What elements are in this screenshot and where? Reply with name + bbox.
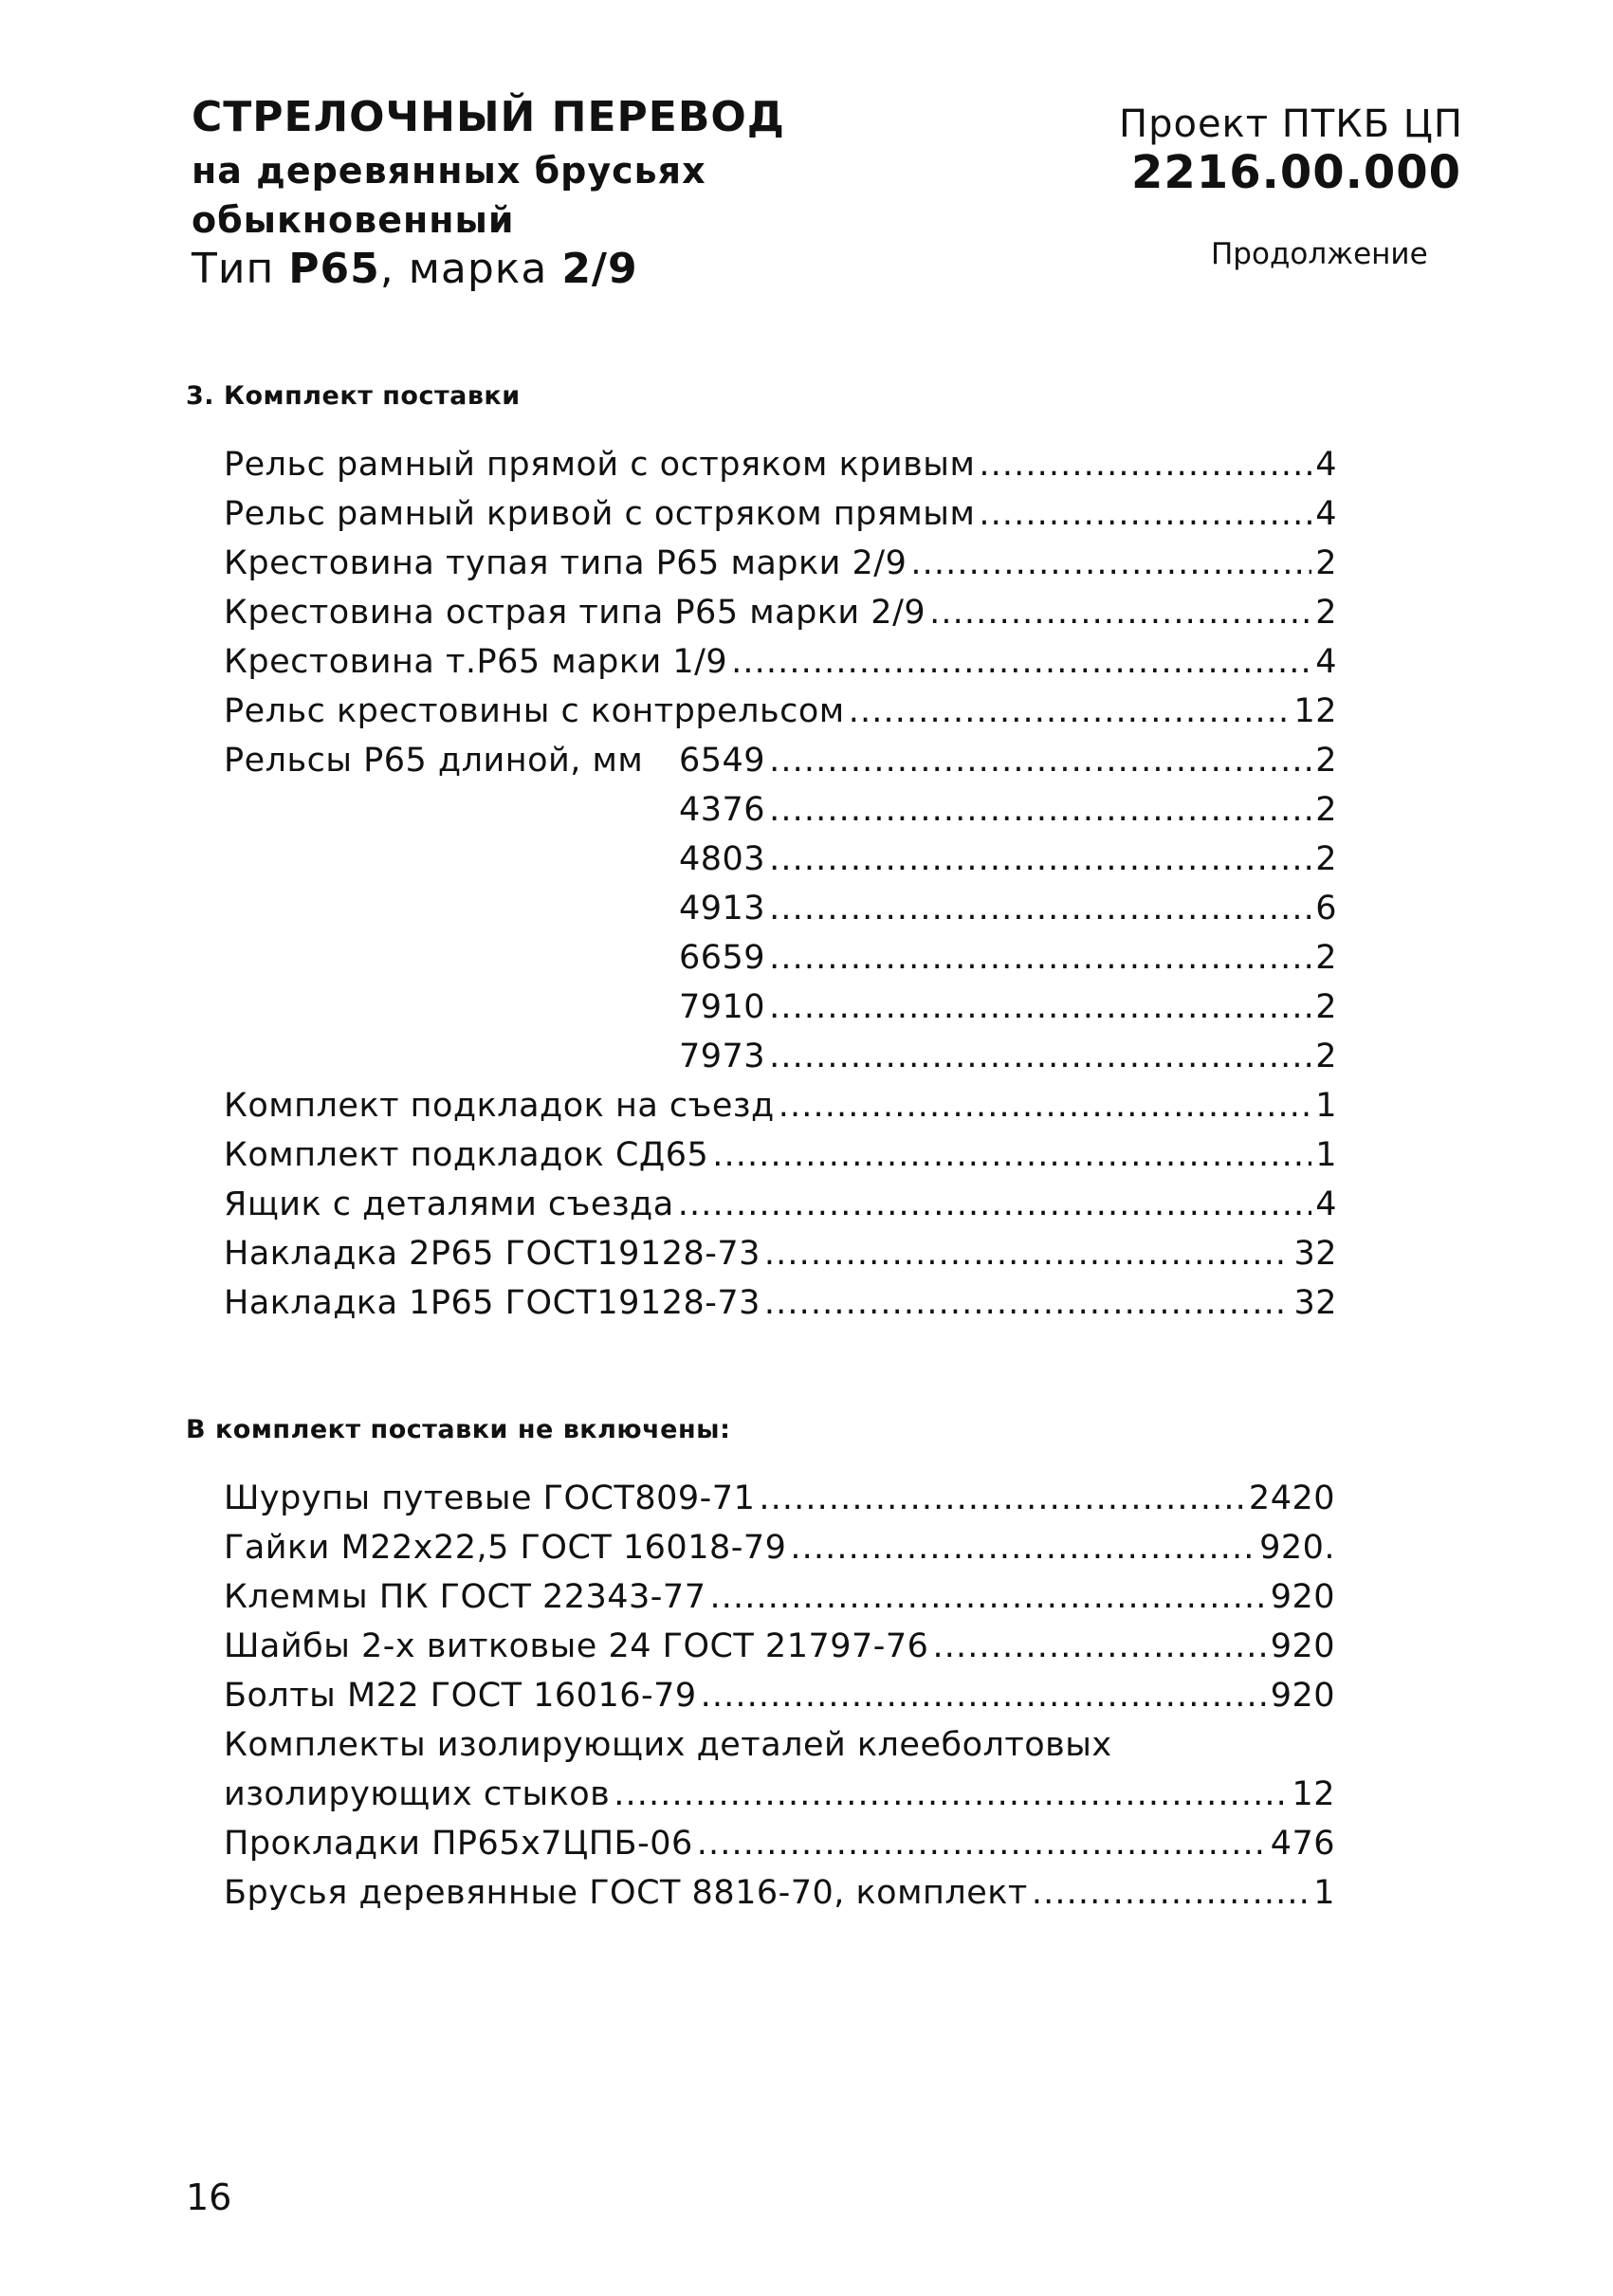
document-subtitle-line1: на деревянных брусьях bbox=[192, 150, 706, 192]
list-item: Крестовина т.Р65 марки 1/9 . . . 4 bbox=[224, 643, 1337, 692]
list-item: Клеммы ПК ГОСТ 22343-77 . . . 920 bbox=[224, 1578, 1335, 1627]
rail-length-row: 6659 . . . 2 bbox=[224, 939, 1337, 988]
project-label: Проект ПТКБ ЦП bbox=[1119, 102, 1463, 146]
page-number: 16 bbox=[186, 2177, 232, 2218]
list-item: Прокладки ПР65х7ЦПБ-06 . . . 476 bbox=[224, 1825, 1335, 1874]
rail-length-row: 7910 . . . 2 bbox=[224, 988, 1337, 1038]
list-item: Шайбы 2-х витковые 24 ГОСТ 21797-76 . . . 920 bbox=[224, 1627, 1335, 1677]
type-mark-line bbox=[192, 245, 638, 293]
list-item: Комплект подкладок на съезд . . . 1 bbox=[224, 1087, 1337, 1136]
document-subtitle-line2: обыкновенный bbox=[192, 199, 515, 241]
type-value: Р65 bbox=[288, 245, 380, 293]
mark-value: 2/9 bbox=[561, 245, 638, 293]
rail-length-row: Рельсы Р65 длиной, мм 6549 . . . 2 bbox=[224, 742, 1337, 791]
not-included-list bbox=[224, 1479, 1335, 1923]
rail-length-row: 4913 . . . 6 bbox=[224, 890, 1337, 939]
list-item: Крестовина острая типа Р65 марки 2/9 . . . 2 bbox=[224, 594, 1337, 643]
continuation-label: Продолжение bbox=[1211, 237, 1428, 271]
rail-length-row: 4803 . . . 2 bbox=[224, 840, 1337, 890]
list-item: Рельс рамный прямой с остряком кривым . . . 4 bbox=[224, 446, 1337, 495]
document-title: СТРЕЛОЧНЫЙ ПЕРЕВОД bbox=[192, 93, 785, 141]
list-item: Ящик с деталями съезда . . . 4 bbox=[224, 1185, 1337, 1235]
list-item: Шурупы путевые ГОСТ809-71 . . . 2420 bbox=[224, 1479, 1335, 1529]
list-item: Болты М22 ГОСТ 16016-79 . . . 920 bbox=[224, 1677, 1335, 1726]
mark-prefix: , марка bbox=[379, 245, 562, 293]
rail-length-row: 7973 . . . 2 bbox=[224, 1038, 1337, 1087]
type-prefix: Тип bbox=[192, 245, 289, 293]
list-item-line1: Комплекты изолирующих деталей клееболтовых bbox=[224, 1726, 1112, 1764]
section-title-not-included: В комплект поставки не включены: bbox=[186, 1415, 731, 1444]
list-item: Брусья деревянные ГОСТ 8816-70, комплект . . . 1 bbox=[224, 1874, 1335, 1923]
list-item: Комплект подкладок СД65 . . . 1 bbox=[224, 1136, 1337, 1185]
list-item: Накладка 1Р65 ГОСТ19128-73 . . . 32 bbox=[224, 1284, 1337, 1333]
list-item-line2: изолирующих стыков . . . 12 bbox=[224, 1775, 1335, 1825]
project-number: 2216.00.000 bbox=[1131, 146, 1462, 199]
delivery-list bbox=[224, 446, 1337, 1333]
list-item: Накладка 2Р65 ГОСТ19128-73 . . . 32 bbox=[224, 1235, 1337, 1284]
section-title-delivery-set: 3. Комплект поставки bbox=[186, 381, 521, 411]
list-item: Гайки М22х22,5 ГОСТ 16018-79 . . . 920. bbox=[224, 1529, 1335, 1578]
list-item: Рельс крестовины с контррельсом . . . 12 bbox=[224, 692, 1337, 742]
list-item: Крестовина тупая типа Р65 марки 2/9 . . . 2 bbox=[224, 544, 1337, 594]
rail-length-row: 4376 . . . 2 bbox=[224, 791, 1337, 840]
list-item: Рельс рамный кривой с остряком прямым . . . 4 bbox=[224, 495, 1337, 544]
